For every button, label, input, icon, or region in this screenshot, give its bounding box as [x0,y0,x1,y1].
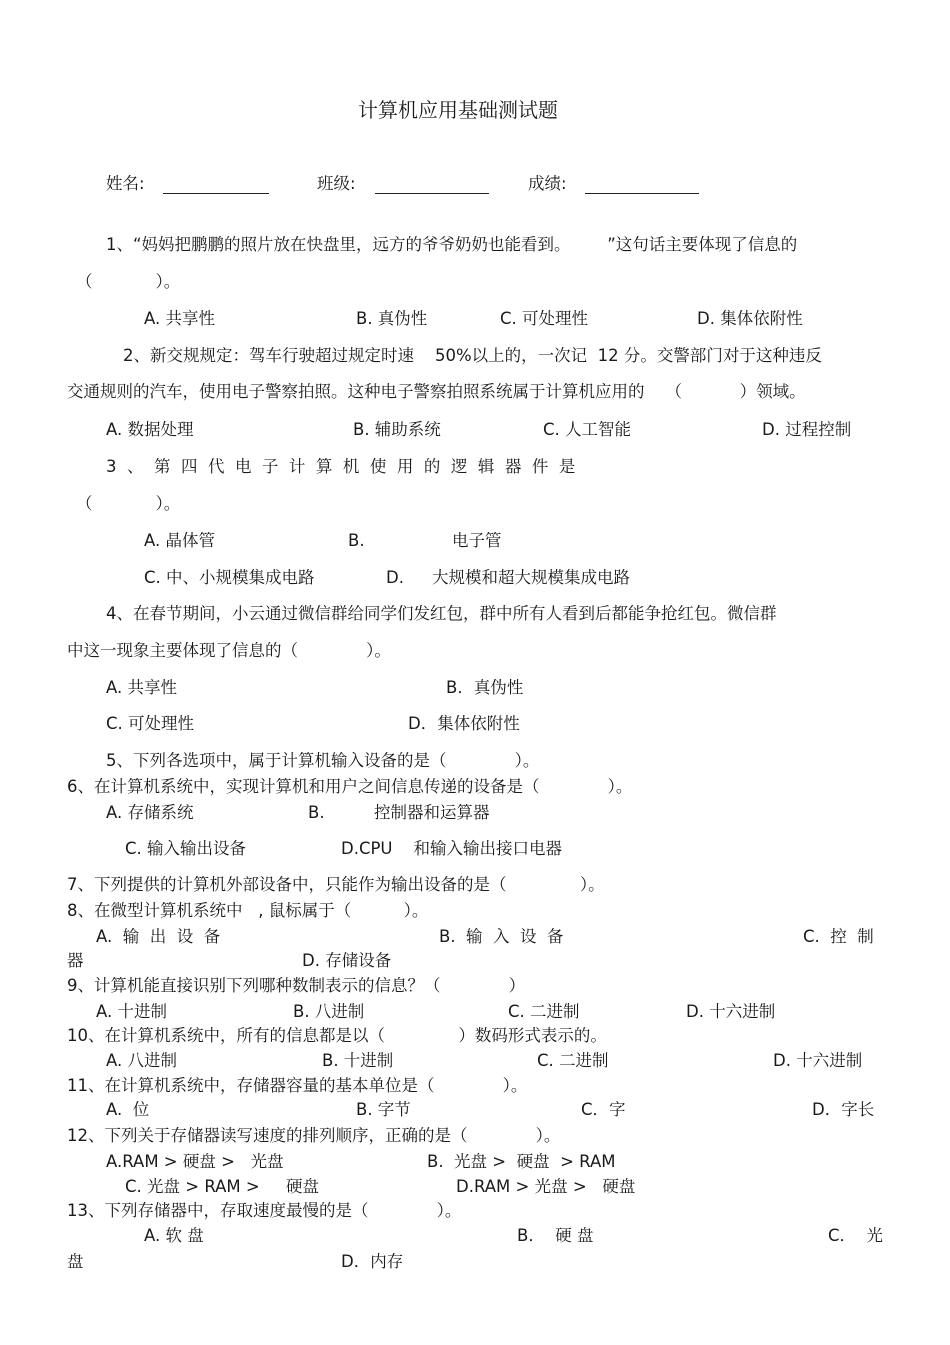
question-11: 11、在计算机系统中，存储器容量的基本单位是（ ）。 [67,1076,528,1095]
q4-option-b: B．真伪性 [446,678,524,697]
q1-option-d: D. 集体依附性 [697,309,803,328]
class-label: 班级: [317,174,356,193]
score-label: 成绩: [528,174,567,193]
q10-option-b: B. 十进制 [322,1051,394,1070]
q12-option-c: C. 光盘 > RAM > 硬盘 [125,1177,319,1196]
q11-option-c: C．字 [581,1100,626,1119]
question-10: 10、在计算机系统中，所有的信息都是以（ ）数码形式表示的。 [67,1026,607,1045]
q9-option-c: C. 二进制 [508,1002,580,1021]
score-blank[interactable] [585,193,699,194]
q8-option-c: C. 控 制 [803,927,874,946]
name-label: 姓名: [106,174,145,193]
q6-option-b-text: 控制器和运算器 [374,803,490,822]
q8-option-b: B. 输 入 设 备 [439,927,564,946]
question-4-line-2: 中这一现象主要体现了信息的（ ）。 [67,641,391,660]
q4-option-a: A. 共享性 [106,678,177,697]
q8-option-c-wrap: 器 [67,951,84,970]
question-3-line-1: 3 、 第 四 代 电 子 计 算 机 使 用 的 逻 辑 器 件 是 [106,457,576,476]
q8-option-d: D. 存储设备 [302,951,392,970]
q8-option-a: A. 输 出 设 备 [96,927,221,946]
q3-option-d-text: 大规模和超大规模集成电路 [432,568,630,587]
q3-option-b-text: 电子管 [452,531,502,550]
q10-option-c: C. 二进制 [537,1051,609,1070]
q10-option-a: A. 八进制 [106,1051,177,1070]
q6-option-c: C. 输入输出设备 [125,839,247,858]
q13-option-c: C． 光 [828,1226,884,1245]
q9-option-b: B. 八进制 [293,1002,365,1021]
q6-option-d: D.CPU 和输入输出接口电器 [341,839,562,858]
question-2-line-2: 交通规则的汽车，使用电子警察拍照。这种电子警察拍照系统属于计算机应用的 （ ）领域。 [67,382,806,401]
q3-option-b-label: B. [348,531,365,550]
question-6: 6、在计算机系统中，实现计算机和用户之间信息传递的设备是（ ）。 [67,777,633,796]
q13-option-c-wrap: 盘 [67,1252,84,1271]
q12-option-b: B. 光盘 > 硬盘 > RAM [427,1152,616,1171]
q4-option-c: C. 可处理性 [106,714,195,733]
question-8: 8、在微型计算机系统中 , 鼠标属于（ ）。 [67,901,429,920]
q6-option-b-label: B. [308,803,325,822]
q6-option-a: A. 存储系统 [106,803,194,822]
q12-option-a: A.RAM > 硬盘 > 光盘 [106,1152,284,1171]
q11-option-d: D．字长 [812,1100,875,1119]
question-7: 7、下列提供的计算机外部设备中，只能作为输出设备的是（ ）。 [67,875,605,894]
name-blank[interactable] [163,193,269,194]
q1-option-a: A. 共享性 [144,309,215,328]
q13-option-d: D．内存 [341,1252,404,1271]
question-3-line-2: （ ）。 [76,494,181,513]
q11-option-a: A. 位 [106,1100,150,1119]
class-blank[interactable] [375,193,489,194]
question-4-line-1: 4、在春节期间，小云通过微信群给同学们发红包，群中所有人看到后都能争抢红包。微信群 [106,604,777,623]
q3-option-a: A. 晶体管 [144,531,215,550]
q11-option-b: B. 字节 [356,1100,411,1119]
q1-option-b: B. 真伪性 [356,309,428,328]
q9-option-a: A. 十进制 [96,1002,167,1021]
question-5: 5、下列各选项中，属于计算机输入设备的是（ ）。 [106,751,540,770]
page-title: 计算机应用基础测试题 [358,98,558,122]
question-1-line-2: （ ）。 [76,272,181,291]
question-9: 9、计算机能直接识别下列哪种数制表示的信息？（ ） [67,976,526,995]
q9-option-d: D. 十六进制 [686,1002,776,1021]
q2-option-b: B. 辅助系统 [353,420,441,439]
q4-option-d: D．集体依附性 [408,714,520,733]
q13-option-a: A. 软 盘 [144,1226,204,1245]
q3-option-c: C. 中、小规模集成电路 [144,568,315,587]
q3-option-d-label: D. [386,568,404,587]
question-1-line-1: 1、“妈妈把鹏鹏的照片放在快盘里，远方的爷爷奶奶也能看到。 ”这句话主要体现了信息的 [106,235,798,254]
question-13: 13、下列存储器中，存取速度最慢的是（ ）。 [67,1201,462,1220]
q1-option-c: C. 可处理性 [500,309,589,328]
q2-option-d: D. 过程控制 [762,420,852,439]
q13-option-b: B． 硬 盘 [517,1226,594,1245]
question-2-line-1: 2、新交规规定：驾车行驶超过规定时速 50%以上的，一次记 12 分。交警部门对于这种违反 [123,346,822,365]
question-12: 12、下列关于存储器读写速度的排列顺序，正确的是（ ）。 [67,1126,561,1145]
q2-option-a: A. 数据处理 [106,420,194,439]
q2-option-c: C. 人工智能 [543,420,632,439]
q10-option-d: D. 十六进制 [773,1051,863,1070]
q12-option-d: D.RAM > 光盘 > 硬盘 [456,1177,636,1196]
